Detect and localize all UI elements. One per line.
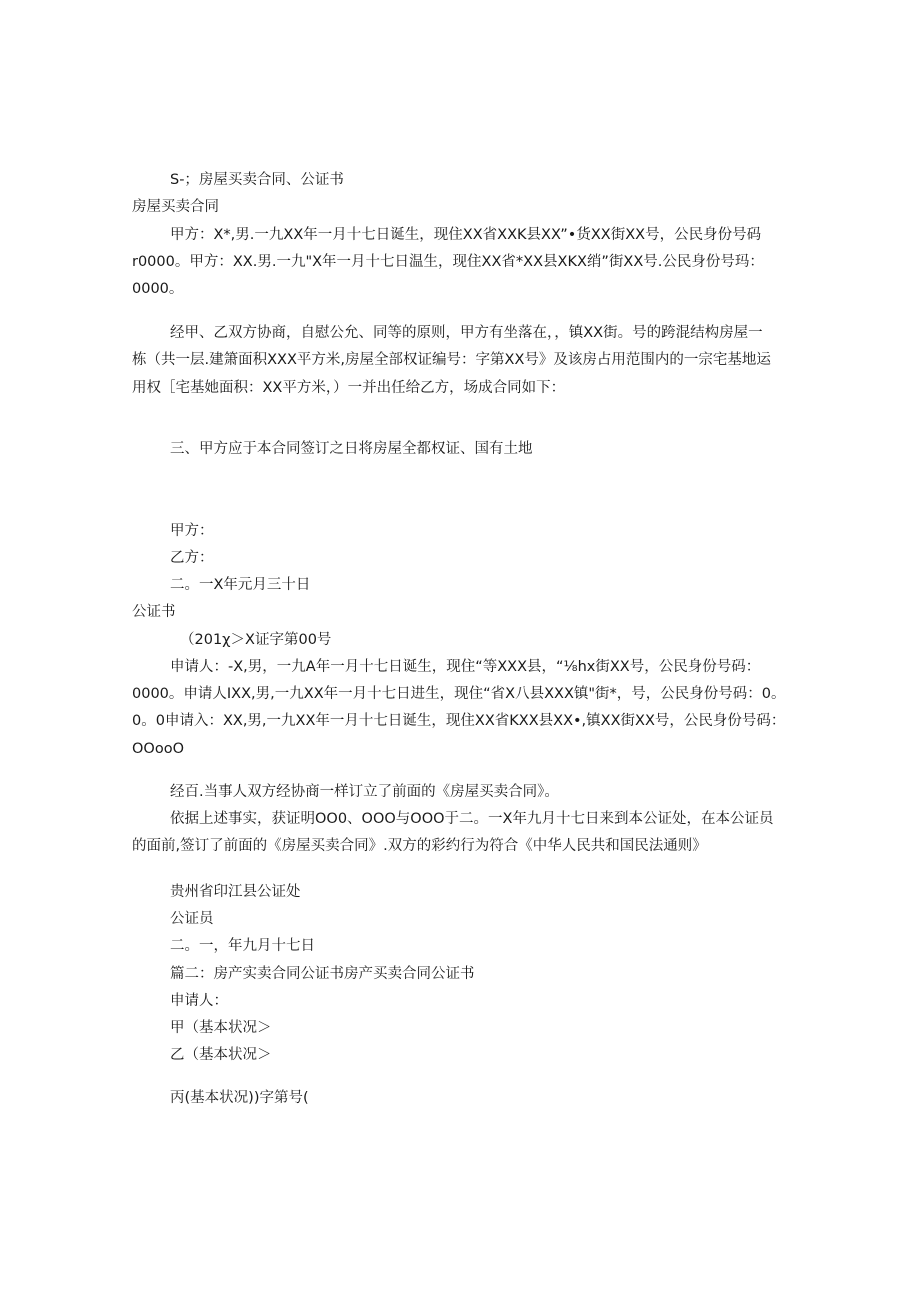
applicant-paragraph-line: 0。0申请入：XX,男,一九XX年一月十七日诞生，现住XX省KXX县XX•,镇XX街XX号，公民身份号码：	[132, 713, 786, 729]
party-a-paragraph-line: 甲方：X*,男.一九XX年一月十七日诞生，现住XX省XXK县XX”•货XX街XX号，公民身份号码	[170, 227, 762, 243]
contract-title: 房屋买卖合同	[132, 199, 219, 215]
certification-paragraph-line: 的面前,签订了前面的《房屋买卖合同》.双方的彩约行为符合《中华人民共和国民法通则》	[132, 838, 707, 854]
agreement-paragraph-line: 栋（共一层.建箫面积XXX平方米,房屋全部权证编号：字第XX号》及该房占用范围内的一宗宅基地运	[132, 352, 771, 368]
notary-officer: 公证员	[170, 911, 214, 927]
applicant-paragraph-line: OOooO	[132, 741, 184, 757]
notary-date: 二。一，年九月十七日	[170, 938, 315, 954]
applicant-c: 丙(基本状况))字第号(	[170, 1090, 309, 1106]
signature-party-a: 甲方：	[170, 523, 214, 539]
signature-party-b: 乙方：	[170, 550, 214, 566]
certification-paragraph-line: 依据上述事实，获证明OO0、OOO与OOO于二。一X年九月十七日来到本公证处，在本公证员	[170, 811, 774, 827]
notary-office: 贵州省印江县公证处	[170, 884, 301, 900]
clause-three: 三、甲方应于本合同签订之日将房屋全都权证、国有土地	[170, 441, 533, 457]
agreement-paragraph-line: 经甲、乙双方协商，自慰公允、同等的原则，甲方有坐落在，，镇XX街。号的跨混结构房屋一	[170, 325, 763, 341]
section-heading: S-；房屋买卖合同、公证书	[170, 172, 344, 188]
contract-date: 二。一X年元月三十日	[170, 577, 311, 593]
agreement-paragraph-line: 用权［宅基她面积：XX平方米，）一并出任给乙方，场成合同如下：	[132, 380, 566, 396]
applicant-paragraph-line: 0000。申请人IXX,男,一九XX年一月十七日进生，现住“省X八县XXX镇"街*，号，公民身份号码：0。	[132, 686, 786, 702]
party-a-paragraph-line: r0000。甲方：XX.男.一九"X年一月十七日温生，现住XX省*XX县XKX绡”街XX号.公民身份号玛：	[132, 254, 764, 270]
applicant-b: 乙（基本状况＞	[170, 1047, 272, 1063]
negotiation-statement: 经百.当事人双方经协商一样订立了前面的《房屋买卖合同》。	[170, 784, 559, 800]
applicant-paragraph-line: 申请人：-X,男，一九A年一月十七日诞生，现住“等XXX县，“⅛hx街XX号，公民身份号码：	[170, 659, 761, 675]
certificate-number: （201χ＞X证字第00号	[180, 632, 332, 648]
notarial-certificate-title: 公证书	[132, 604, 176, 620]
party-a-paragraph-line: 0000。	[132, 281, 184, 297]
applicant-a: 甲（基本状况＞	[170, 1020, 272, 1036]
part-two-heading: 篇二：房产实卖合同公证书房产买卖合同公证书	[170, 966, 475, 982]
applicant-label: 申请人：	[170, 993, 228, 1009]
